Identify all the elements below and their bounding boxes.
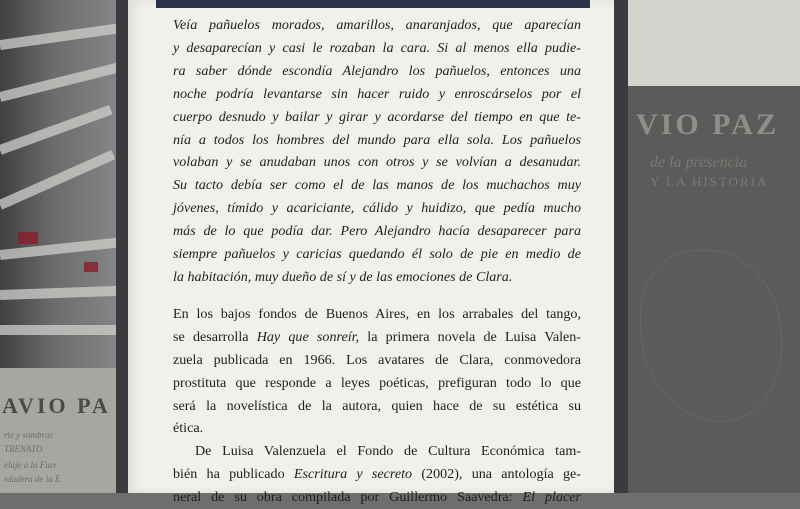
text-line: siempre pañuelos y caricias quedando él solo de pie en medio de (173, 246, 581, 263)
text-fragment: neral de su obra compilada por Guillermo Saavedra: (173, 489, 523, 506)
publisher-paragraph (173, 440, 581, 509)
text-line: ética. (173, 420, 204, 437)
text-line: prostituta que responde a leyes poéticas, prefiguran todo lo que (173, 374, 581, 391)
text-line: Su tacto debía ser como el de las manos de los muchachos muy (173, 177, 581, 194)
text-line: noche podría levantarse sin hacer ruido y enroscárselos por el (173, 85, 581, 102)
text-line (173, 463, 581, 486)
text-line: volaban y se anudaban unos con otros y se volvían a desanudar. (173, 154, 581, 171)
left-book-line: elaje a la Fuer (4, 460, 58, 470)
left-book-line: rte y sombras (4, 430, 53, 440)
red-book-spine (18, 232, 38, 244)
text-fragment: (2002), una antología ge- (412, 466, 581, 483)
text-line: nía a todos los hombres del mundo para ella sola. Los pañuelos (173, 131, 581, 148)
left-book-line: rdadera de la E (4, 474, 61, 484)
text-line: cuerpo desnudo y bailar y girar y acordarse del tiempo en que te- (173, 108, 581, 125)
back-cover-text (173, 14, 581, 509)
book-title: El placer (522, 489, 581, 506)
left-book-title: AVIO PA (2, 393, 111, 418)
book-page-edge (0, 105, 113, 155)
text-line: la habitación, muy dueño de sí y de las emociones de Clara. (173, 268, 513, 285)
book-page-edge (0, 62, 122, 102)
right-book-top-band (612, 0, 800, 86)
text-line: De Luisa Valenzuela el Fondo de Cultura Económica tam- (195, 443, 581, 460)
book-title: Escritura y secreto (293, 466, 413, 483)
red-book-spine (84, 262, 98, 272)
text-line: jóvenes, tímido y acariciante, cálido y huidizo, que pedía mucho (173, 200, 581, 217)
text-line: y desaparecían y casi le rozaban la cara. Si al menos ella pudie- (173, 39, 581, 56)
text-line: más de lo que podía dar. Pero Alejandro hacía desaparecer para (173, 223, 581, 240)
right-book-subtitle-2: Y LA HISTORIA (650, 174, 769, 189)
cover-image-band (156, 0, 590, 8)
book-page-edge (0, 286, 126, 300)
right-book-subtitle: de la presencia (650, 154, 748, 171)
description-paragraph (173, 303, 581, 440)
text-line: será la novelística de la autora, quien hace de su estética su (173, 397, 581, 414)
text-fragment: se desarrolla (173, 328, 257, 345)
text-fragment: bién ha publicado (173, 466, 294, 483)
text-line: ra saber dónde escondía Alejandro los pañuelos, entonces una (173, 62, 581, 79)
book-page-edge (0, 325, 126, 335)
book-title: Hay que sonreír, (256, 328, 360, 345)
text-line: Veía pañuelos morados, amarillos, anaranjados, que aparecían (173, 17, 581, 33)
book-page-edge (0, 150, 115, 210)
text-line: En los bajos fondos de Buenos Aires, en los arrabales del tango, (173, 305, 581, 322)
left-book-line: TRENATO (4, 444, 43, 454)
text-fragment: la primera novela de Luisa Valen- (359, 328, 581, 345)
background-book-left (0, 368, 118, 493)
text-line: zuela publicada en 1966. Los avatares de Clara, conmovedora (173, 351, 581, 368)
right-book-title: VIO PAZ (636, 108, 779, 141)
text-line (173, 326, 581, 349)
book-page-edge (0, 23, 120, 50)
excerpt-paragraph (173, 14, 581, 289)
text-line (173, 486, 581, 509)
